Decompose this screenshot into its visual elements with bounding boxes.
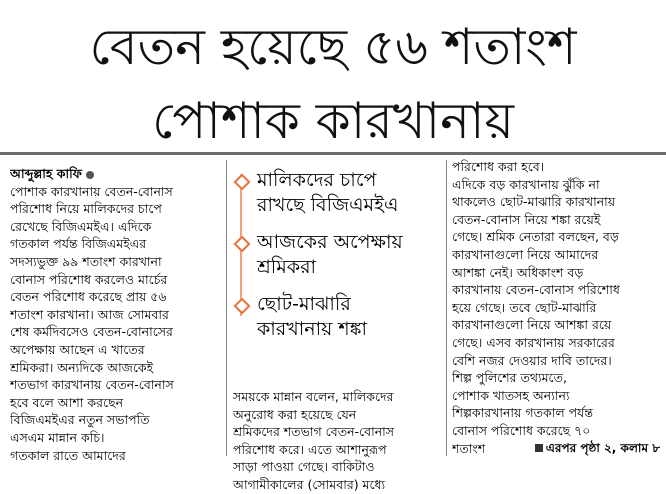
text-line: বেতন-বোনাস নিয়ে শঙ্কা রয়েই — [452, 211, 601, 227]
highlight-line: শ্রমিকরা — [257, 256, 317, 278]
text-line: আগামীকালের (সোমবার) মধ্যে — [233, 476, 386, 492]
article-column-1 — [10, 165, 222, 464]
diamond-bullet-icon — [234, 174, 251, 191]
text-line: গতকাল পর্যন্ত বিজিএমইএর — [10, 236, 147, 252]
text-line: সাড়া পাওয়া গেছে। বাকিটাও — [233, 459, 375, 475]
text-line: শিল্পকারখানায় গতকাল পর্যন্ত — [452, 405, 593, 421]
text-line: কারখানাগুলো নিয়ে আমাদের — [452, 246, 599, 262]
text-line: অনুরোধ করা হয়েছে যেন — [233, 406, 357, 422]
text-line: রেখেছে বিজিএমইএ। এদিকে — [10, 218, 152, 234]
highlight-line: আজকের অপেক্ষায় — [257, 231, 403, 253]
text-line: বোনাস পরিশোধ করলেও মার্চের — [10, 271, 168, 287]
article-column-3 — [452, 158, 660, 457]
article-column-2 — [233, 388, 438, 494]
text-line: পরিশোধ নিয়ে মালিকদের চাপে — [10, 201, 162, 217]
text-line: আশঙ্কা নেই। অধিকাংশ বড় — [452, 264, 584, 280]
text-line: বোনাস পরিশোধ করেছে ৭০ — [452, 422, 591, 438]
text-line: শতাংশ — [452, 440, 486, 456]
column-divider — [226, 160, 227, 456]
highlight-line: মালিকদের চাপে — [257, 169, 377, 191]
text-line: কারখানাগুলো নিয়ে আশঙ্কা রয়ে — [452, 317, 612, 333]
highlight-line: কারখানায় শঙ্কা — [257, 318, 367, 340]
text-line: বেতন পরিশোধ করেছে প্রায় ৫৬ — [10, 289, 167, 305]
text-line: কারখানায় বেতন-বোনাস পরিশোধ — [452, 282, 620, 298]
text-line: বেশি নজর দেওয়ার দাবি তাদের। — [452, 352, 612, 368]
headline-rule — [0, 152, 666, 155]
text-line: শতাংশ কারখানা। আজ সোমবার — [10, 306, 169, 322]
column-divider — [446, 160, 447, 456]
text-line: পোশাক কারখানায় বেতন-বোনাস — [10, 183, 173, 199]
text-line: হবে বলে আশা করছেন — [10, 394, 124, 410]
text-line: গেছে। এসব কারখানায় সরকারের — [452, 334, 615, 350]
text-line: শ্রমিকদের শতভাগ বেতন-বোনাস — [233, 424, 395, 440]
text-line: থাকলেও ছোট-মাঝারি কারখানায় — [452, 194, 616, 210]
text-line: পরিশোধ করা হবে। — [452, 159, 545, 174]
text-line: শতভাগ কারখানায় বেতন-বোনাস — [10, 377, 174, 393]
text-line: গেছে। শ্রমিক নেতারা বলছেন, বড় — [452, 229, 619, 245]
text-line-last — [452, 440, 660, 458]
highlight-line: ছোট-মাঝারি — [257, 293, 351, 315]
continuation-note: এরপর পৃষ্ঠা ২, কলাম ৮ — [535, 440, 660, 458]
text-line: এদিকে বড় কারখানায় ঝুঁকি না — [452, 176, 600, 192]
text-line: সদস্যভুক্ত ৯৯ শতাংশ কারখানা — [10, 253, 162, 269]
text-line: বিজিএমইএর নতুন সভাপতি — [10, 412, 150, 428]
headline-line-2: পোশাক কারখানায় — [152, 92, 514, 150]
text-line: সময়কে মান্নান বলেন, মালিকদের — [233, 389, 394, 404]
text-line: শ্রমিকরা। অন্যদিকে আজকেই — [10, 359, 154, 375]
headline-line-1: বেতন হয়েছে ৫৬ শতাংশ — [89, 18, 577, 76]
text-line: পোশাক খাতসহ অন্যান্য — [452, 387, 570, 403]
byline: আব্দুল্লাহ কাফি — [10, 165, 222, 183]
diamond-bullet-icon — [234, 298, 251, 315]
highlight-line: রাখছে বিজিএমইএ — [257, 194, 399, 216]
diamond-bullet-icon — [234, 236, 251, 253]
text-line: হয়ে গেছে। তবে ছোট-মাঝারি — [452, 299, 597, 315]
text-line: শেষ কর্মদিবসেও বেতন-বোনাসের — [10, 324, 173, 340]
byline-bullet-icon — [86, 171, 94, 179]
text-line: অপেক্ষায় আছেন এ খাতের — [10, 341, 145, 357]
text-line: গতকাল রাতে আমাদের — [10, 447, 126, 463]
text-line: পরিশোধ করে। এতে আশানুরূপ — [233, 441, 387, 457]
square-bullet-icon — [535, 444, 543, 452]
text-line: এসএম মান্নান কচি। — [10, 429, 105, 445]
text-line: শিল্প পুলিশের তথ্যমতে, — [452, 370, 567, 386]
